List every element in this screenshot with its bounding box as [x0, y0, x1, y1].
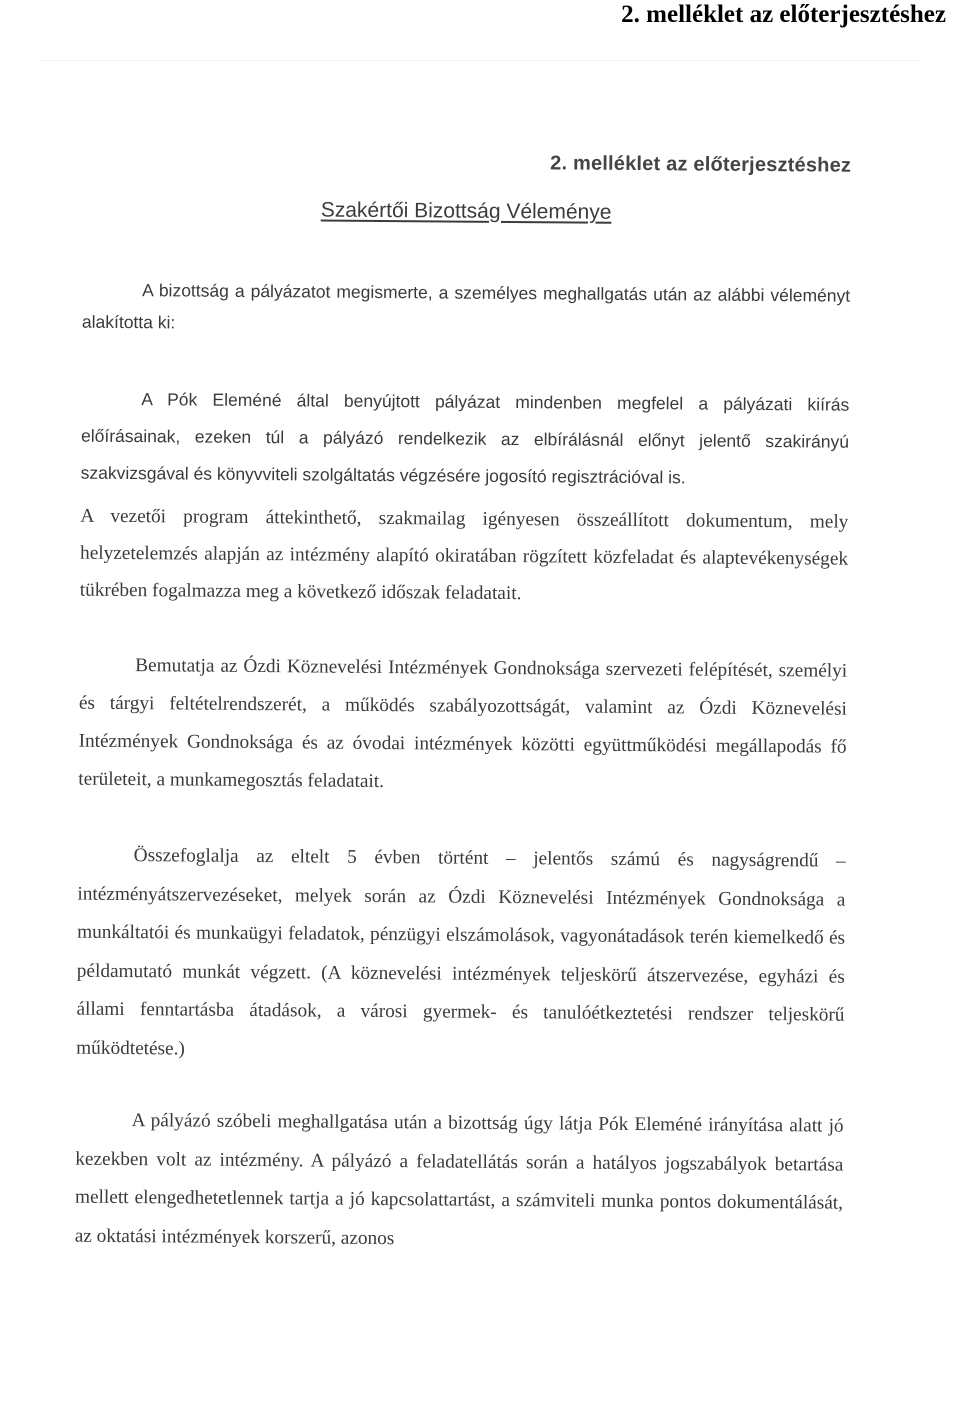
paragraph-organization: Bemutatja az Ózdi Köznevelési Intézmények Gondnoksága szervezeti felépítését, személyi és tárgyi feltételrendszerét, a működés szabályozottságát, valamint az Ózdi Köznevelési Intézmények Gondnoksága és az óvodai intézmények közötti együttműködési megállapodás fő területeit, a munkamegosztás feladatait. [78, 655, 848, 793]
paragraph-leadership-program: A vezetői program áttekinthető, szakmailag igényesen összeállított dokumentum, mely helyzetelemzés alapján az intézmény alapító okiratában rögzített közfeladat és alaptevékenységek tükrében fogalmazza meg a következő időszak feladatait. [79, 505, 849, 605]
document-annex-label: 2. melléklet az előterjesztéshez [550, 152, 852, 177]
paragraph-summary: Összefoglalja az eltelt 5 évben történt – jelentős számú és nagyságrendű – intézményátszervezéseket, melyek során az Ózdi Köznevelési Intézmények Gondnoksága a munkáltatói és munkaügyi feladatok, pénzügyi elszámolások, vagyonátadások terén kiemelkedő és példamutató munkát végzett. (A köznevelési intézmények teljeskörű átszervezése, egyházi és állami fenntartásba átadások, a városi gyermek- és tanulóétkeztetési rendszer teljeskörű működtetése.) [76, 845, 846, 1059]
paragraph-eligibility: A Pók Eleméné által benyújtott pályázat mindenben megfelel a pályázati kiírás előírásainak, ezeken túl a pályázó rendelkezik az elbírálásnál előnyt jelentő szakirányú szakvizsgával és könyvviteli szolgáltatás végzésére jogosító regisztrációval is. [80, 389, 850, 488]
paragraph-hearing: A pályázó szóbeli meghallgatása után a bizottság úgy látja Pók Eleméné irányítása alatt jó kezekben volt az intézmény. A pályázó a feladatellátás során a hatályos jogszabályok betartása mellett elengedhetetlennek tartja a jó kapcsolattartást, a számviteli munka pontos dokumentálását, az oktatási intézmények korszerű, azonos [74, 1110, 844, 1249]
document-title: Szakértői Bizottság Véleménye [320, 198, 612, 224]
scan-edge-line [40, 60, 920, 61]
scanned-document-page [0, 56, 960, 1396]
page-header-annex-label: 2. melléklet az előterjesztéshez [621, 1, 946, 28]
paragraph-intro: A bizottság a pályázatot megismerte, a személyes meghallgatás után az alábbi véleményt alakította ki: [81, 280, 851, 333]
